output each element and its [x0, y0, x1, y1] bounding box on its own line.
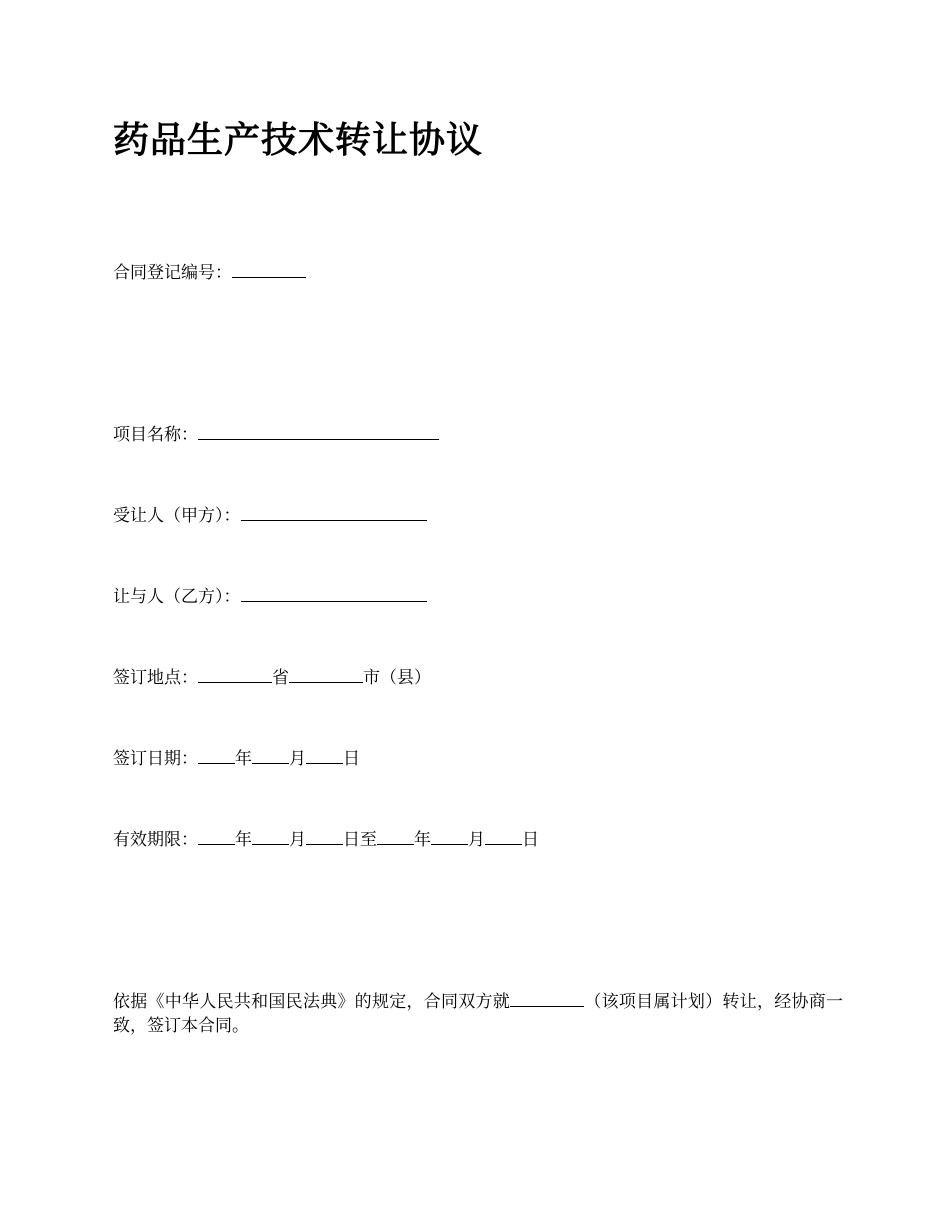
- sign-day-blank[interactable]: [306, 748, 343, 764]
- validity-line: [113, 829, 539, 851]
- validity-label: 有效期限：: [113, 830, 198, 850]
- sign-date-line: [113, 748, 360, 770]
- city-text: 市（县）: [363, 668, 431, 688]
- contract-number-label: 合同登记编号：: [113, 263, 232, 283]
- start-month-text: 月: [289, 830, 306, 850]
- province-text: 省: [272, 668, 289, 688]
- contract-number-blank[interactable]: [232, 262, 306, 278]
- end-month-blank[interactable]: [431, 829, 468, 845]
- sign-date-label: 签订日期：: [113, 749, 198, 769]
- project-name-blank[interactable]: [198, 424, 439, 440]
- city-blank[interactable]: [289, 667, 363, 683]
- sign-month-text: 月: [289, 749, 306, 769]
- project-name-label: 项目名称：: [113, 425, 198, 445]
- sign-month-blank[interactable]: [252, 748, 289, 764]
- sign-place-line: [113, 667, 431, 689]
- start-year-blank[interactable]: [198, 829, 235, 845]
- preamble-part1: 依据《中华人民共和国民法典》的规定，合同双方就: [113, 992, 511, 1012]
- transferor-blank[interactable]: [241, 586, 427, 602]
- transferee-line: [113, 505, 427, 527]
- end-day-blank[interactable]: [485, 829, 522, 845]
- preamble-paragraph: [113, 990, 843, 1038]
- start-day-to-text: 日至: [343, 830, 377, 850]
- transferor-label: 让与人（乙方）：: [113, 587, 241, 607]
- end-day-text: 日: [522, 830, 539, 850]
- contract-number-line: [113, 262, 306, 284]
- plan-blank[interactable]: [510, 991, 584, 1007]
- start-day-blank[interactable]: [306, 829, 343, 845]
- sign-year-text: 年: [235, 749, 252, 769]
- sign-day-text: 日: [343, 749, 360, 769]
- province-blank[interactable]: [198, 667, 272, 683]
- end-month-text: 月: [468, 830, 485, 850]
- project-name-line: [113, 424, 439, 446]
- transferor-line: [113, 586, 427, 608]
- end-year-text: 年: [414, 830, 431, 850]
- sign-year-blank[interactable]: [198, 748, 235, 764]
- end-year-blank[interactable]: [377, 829, 414, 845]
- preamble-part2: （该项目属计划）转让，经协商一致，签订本合同。: [113, 992, 844, 1036]
- start-month-blank[interactable]: [252, 829, 289, 845]
- transferee-blank[interactable]: [241, 505, 427, 521]
- sign-place-label: 签订地点：: [113, 668, 198, 688]
- document-title: 药品生产技术转让协议: [113, 119, 484, 161]
- transferee-label: 受让人（甲方）：: [113, 506, 241, 526]
- start-year-text: 年: [235, 830, 252, 850]
